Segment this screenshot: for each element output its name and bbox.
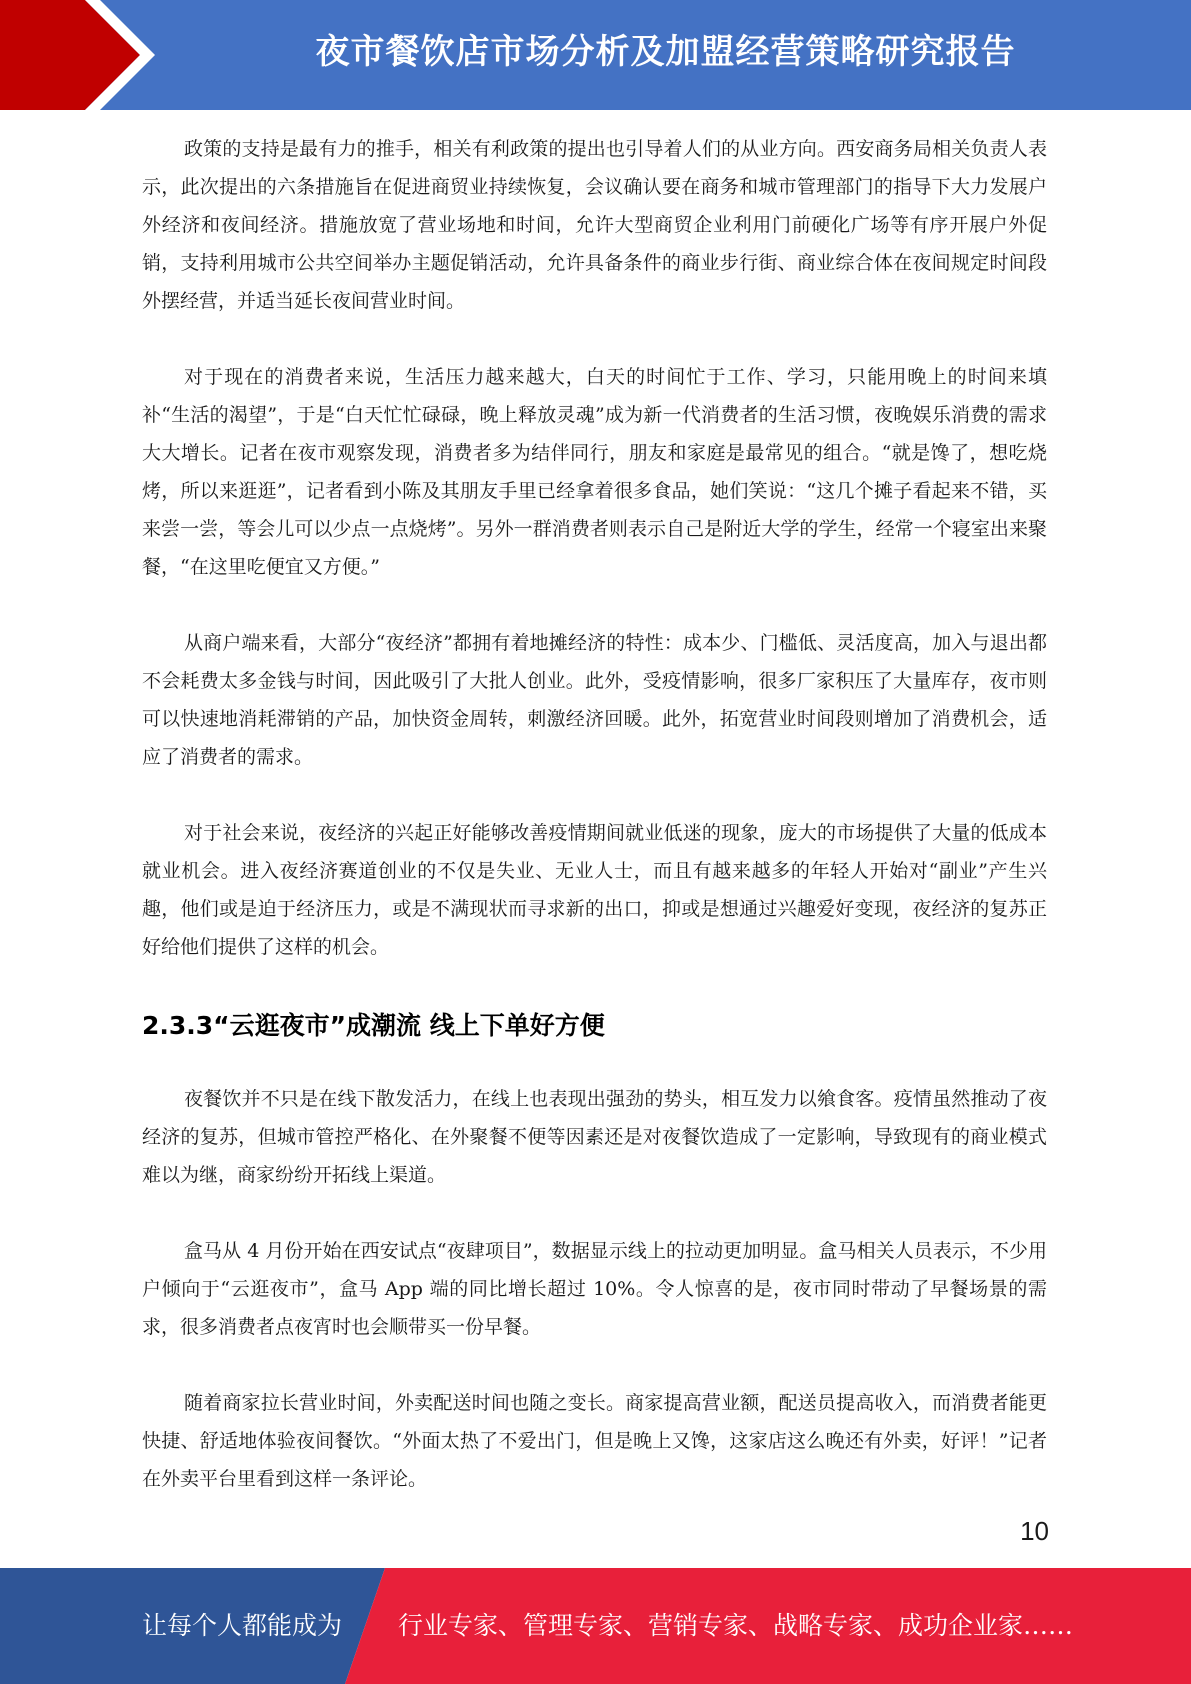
paragraph: 从商户端来看，大部分“夜经济”都拥有着地摊经济的特性：成本少、门槛低、灵活度高，加入与退出都不会耗费太多金钱与时间，因此吸引了大批人创业。此外，受疫情影响，很多厂家积压了大量库存，夜市则可以快速地消耗滞销的产品，加快资金周转，刺激经济回暖。此外，拓宽营业时间段则增加了消费机会，适应了消费者的需求。 xyxy=(142,632,1047,768)
header-arrow-decoration xyxy=(0,0,160,110)
paragraph: 夜餐饮并不只是在线下散发活力，在线上也表现出强劲的势头，相互发力以飨食客。疫情虽然推动了夜经济的复苏，但城市管控严格化、在外聚餐不便等因素还是对夜餐饮造成了一定影响，导致现有的商业模式难以为继，商家纷纷开拓线上渠道。 xyxy=(142,1088,1047,1186)
report-title: 夜市餐饮店市场分析及加盟经营策略研究报告 xyxy=(315,32,1016,72)
section-heading: 2.3.3“云逛夜市”成潮流 线上下单好方便 xyxy=(142,1011,605,1040)
paragraph: 随着商家拉长营业时间，外卖配送时间也随之变长。商家提高营业额，配送员提高收入，而消费者能更快捷、舒适地体验夜间餐饮。“外面太热了不爱出门，但是晚上又馋，这家店这么晚还有外卖，好评！”记者在外卖平台里看到这样一条评论。 xyxy=(142,1392,1047,1490)
header-arrow-red xyxy=(0,0,140,110)
paragraph: 政策的支持是最有力的推手，相关有利政策的提出也引导着人们的从业方向。西安商务局相关负责人表示，此次提出的六条措施旨在促进商贸业持续恢复，会议确认要在商务和城市管理部门的指导下大力发展户外经济和夜间经济。措施放宽了营业场地和时间，允许大型商贸企业利用门前硬化广场等有序开展户外促销，支持利用城市公共空间举办主题促销活动，允许具备条件的商业步行街、商业综合体在夜间规定时间段外摆经营，并适当延长夜间营业时间。 xyxy=(142,138,1047,312)
page-number: 10 xyxy=(1020,1516,1049,1546)
page-header xyxy=(0,0,1191,110)
page-content xyxy=(142,130,1047,1536)
paragraph: 对于现在的消费者来说，生活压力越来越大，白天的时间忙于工作、学习，只能用晚上的时间来填补“生活的渴望”，于是“白天忙忙碌碌，晚上释放灵魂”成为新一代消费者的生活习惯，夜晚娱乐消费的需求大大增长。记者在夜市观察发现，消费者多为结伴同行，朋友和家庭是最常见的组合。“就是馋了，想吃烧烤，所以来逛逛”，记者看到小陈及其朋友手里已经拿着很多食品，她们笑说：“这几个摊子看起来不错，买来尝一尝，等会儿可以少点一点烧烤”。另外一群消费者则表示自己是附近大学的学生，经常一个寝室出来聚餐，“在这里吃便宜又方便。” xyxy=(142,366,1047,578)
paragraph: 对于社会来说，夜经济的兴起正好能够改善疫情期间就业低迷的现象，庞大的市场提供了大量的低成本就业机会。进入夜经济赛道创业的不仅是失业、无业人士，而且有越来越多的年轻人开始对“副业”产生兴趣，他们或是迫于经济压力，或是不满现状而寻求新的出口，抑或是想通过兴趣爱好变现，夜经济的复苏正好给他们提供了这样的机会。 xyxy=(142,822,1047,958)
footer-slogan-left: 让每个人都能成为 xyxy=(142,1611,343,1640)
footer-slogan-right: 行业专家、管理专家、营销专家、战略专家、成功企业家…… xyxy=(398,1611,1074,1640)
paragraph: 盒马从 4 月份开始在西安试点“夜肆项目”，数据显示线上的拉动更加明显。盒马相关人员表示，不少用户倾向于“云逛夜市”，盒马 App 端的同比增长超过 10%。令人惊喜的是，夜市同时带动了早餐场景的需求，很多消费者点夜宵时也会顺带买一份早餐。 xyxy=(142,1240,1047,1338)
page-footer xyxy=(0,1568,1191,1684)
